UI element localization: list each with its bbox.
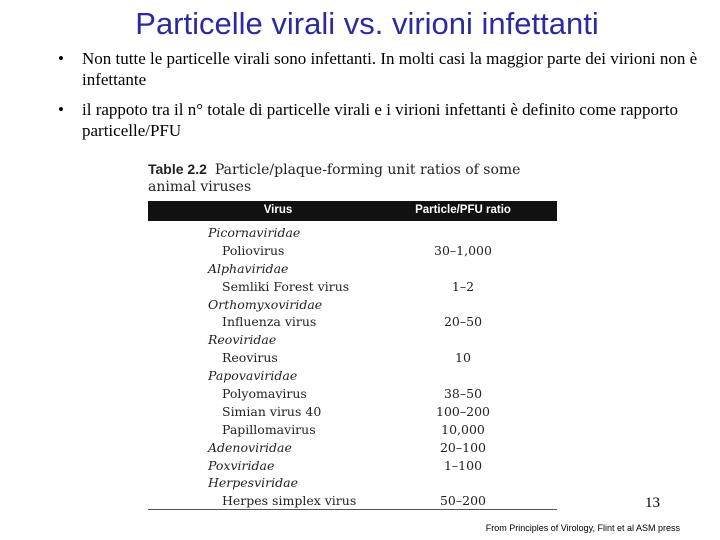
virus-name: Reovirus bbox=[222, 350, 278, 366]
table-row bbox=[148, 297, 557, 315]
family-name: Poxviridae bbox=[208, 457, 275, 473]
ratio-value: 10,000 bbox=[441, 421, 485, 437]
family-name: Orthomyxoviridae bbox=[208, 296, 323, 312]
table-row bbox=[148, 261, 557, 279]
page-number: 13 bbox=[645, 495, 660, 511]
table-row bbox=[148, 386, 557, 404]
source-credit: From Principles of Virology, Flint et al ASM press bbox=[485, 523, 680, 533]
family-name: Papovaviridae bbox=[208, 368, 298, 384]
table-caption-text: Particle/plaque-forming unit ratios of some animal viruses bbox=[148, 162, 521, 195]
table-caption bbox=[148, 161, 568, 196]
table-header bbox=[148, 201, 557, 221]
family-name: Picornaviridae bbox=[208, 225, 301, 240]
bullet-list bbox=[58, 48, 698, 150]
virus-name: Polyomavirus bbox=[222, 386, 307, 402]
bullet-item bbox=[58, 99, 698, 141]
table-number: Table 2.2 bbox=[148, 161, 207, 177]
bullet-dot: • bbox=[58, 49, 64, 68]
virus-name: Herpes simplex virus bbox=[222, 493, 357, 509]
table-row bbox=[148, 332, 557, 350]
ratio-value: 30–1,000 bbox=[434, 242, 492, 258]
ratio-value: 1–2 bbox=[451, 278, 475, 294]
table-row bbox=[148, 243, 557, 261]
bullet-text: Non tutte le particelle virali sono infettanti. In molti casi la maggior parte dei virioni non è infettante bbox=[82, 49, 698, 89]
virus-name: Papillomavirus bbox=[222, 421, 316, 437]
header-ratio: Particle/PFU ratio bbox=[415, 204, 511, 216]
table-row bbox=[148, 440, 557, 458]
slide-title: Particelle virali vs. virioni infettanti bbox=[135, 6, 599, 41]
table-row bbox=[148, 368, 557, 386]
family-name: Alphaviridae bbox=[208, 260, 289, 276]
ratio-value: 1–100 bbox=[443, 457, 483, 473]
table-row bbox=[148, 314, 557, 332]
bullet-text: il rappoto tra il n° totale di particelle virali e i virioni infettanti è definito come rapporto particelle/PFU bbox=[82, 100, 678, 140]
table-row bbox=[148, 404, 557, 422]
virus-name: Semliki Forest virus bbox=[222, 278, 350, 294]
ratio-value: 20–50 bbox=[443, 314, 483, 330]
ratio-value: 10 bbox=[455, 350, 471, 366]
ratio-value: 100–200 bbox=[436, 403, 490, 419]
virus-name: Poliovirus bbox=[222, 242, 285, 258]
table-bottom-rule bbox=[148, 509, 557, 510]
virus-ratio-table bbox=[148, 201, 557, 511]
table-row bbox=[148, 350, 557, 368]
bullet-item bbox=[58, 48, 698, 90]
family-name: Herpesviridae bbox=[208, 475, 298, 491]
ratio-value: 38–50 bbox=[443, 386, 483, 402]
family-name: Adenoviridae bbox=[208, 439, 292, 455]
virus-name: Influenza virus bbox=[222, 314, 317, 330]
table-row bbox=[148, 458, 557, 476]
bullet-dot: • bbox=[58, 100, 64, 119]
ratio-value: 20–100 bbox=[439, 439, 486, 455]
table-row bbox=[148, 225, 557, 243]
virus-name: Simian virus 40 bbox=[222, 403, 322, 419]
header-virus: Virus bbox=[263, 204, 293, 216]
table-row bbox=[148, 279, 557, 297]
family-name: Reoviridae bbox=[208, 332, 277, 348]
table-row bbox=[148, 422, 557, 440]
table-body bbox=[148, 221, 557, 511]
ratio-value: 50–200 bbox=[439, 493, 486, 509]
table-row bbox=[148, 475, 557, 493]
